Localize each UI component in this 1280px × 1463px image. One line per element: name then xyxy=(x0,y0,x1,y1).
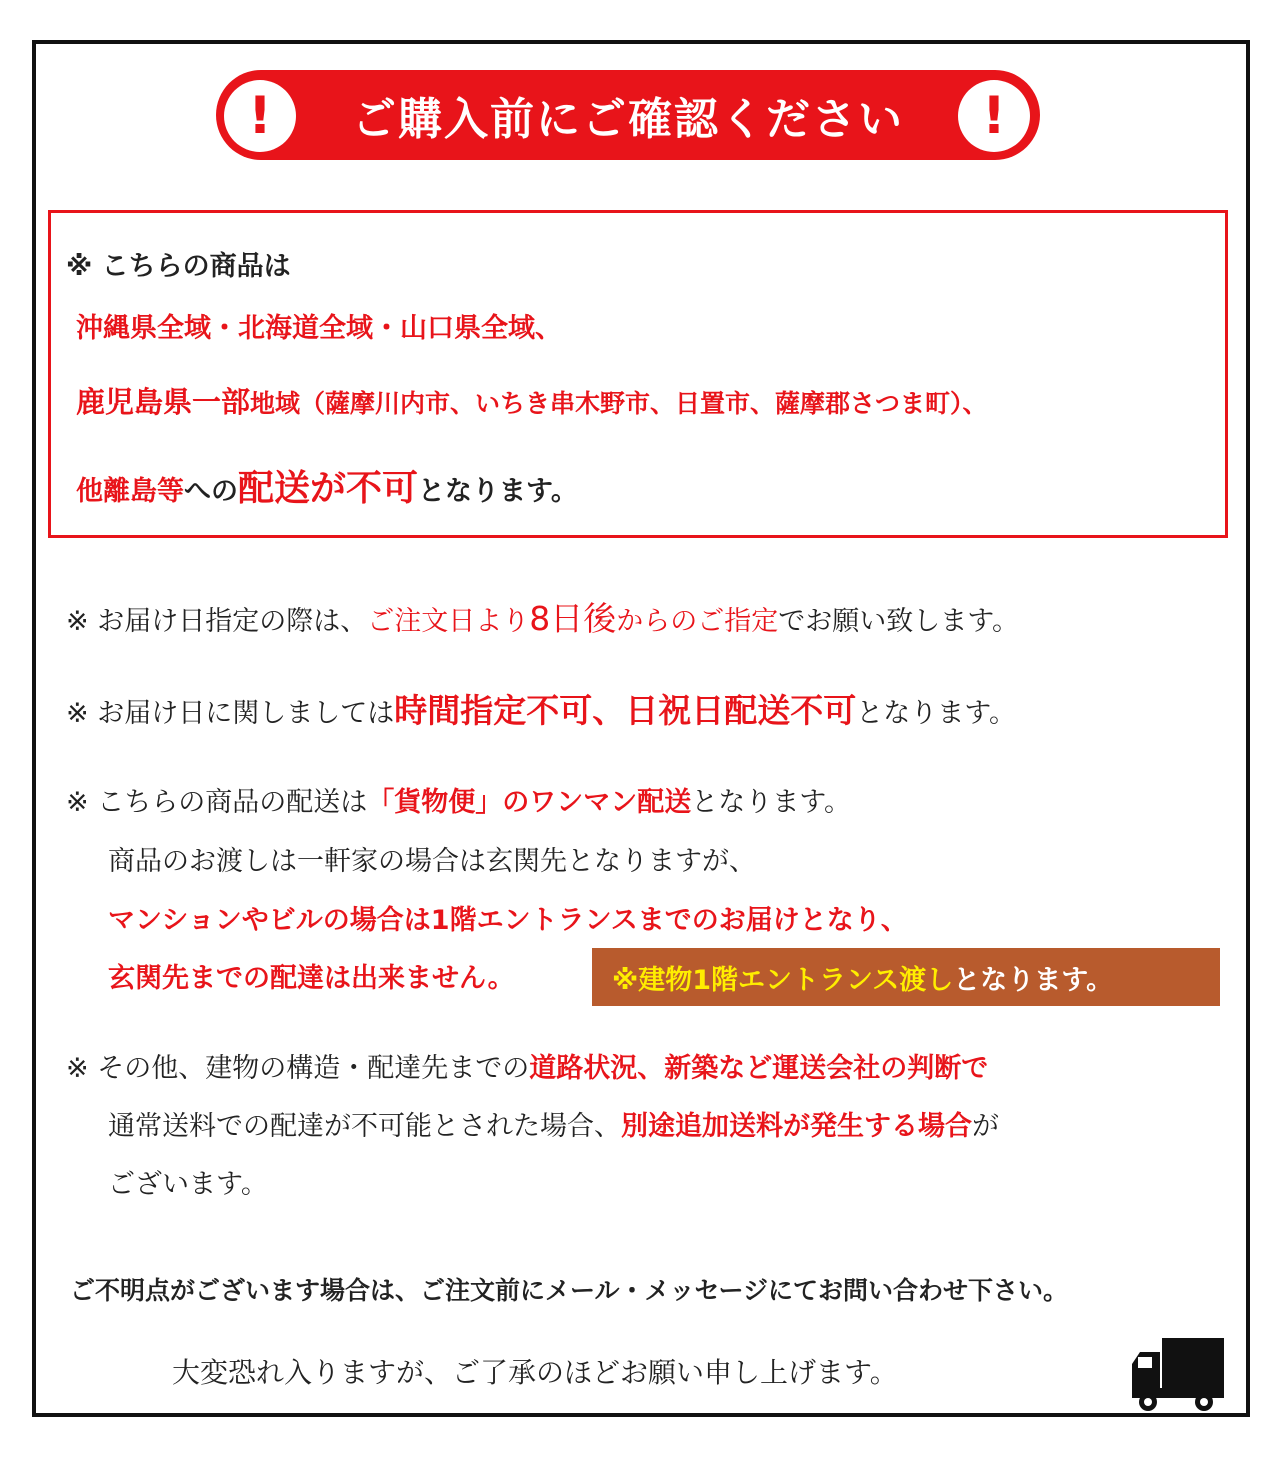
note-extra-fee xyxy=(66,1052,988,1086)
restriction-conclusion xyxy=(76,468,578,509)
restriction-ending: となります。 xyxy=(418,476,578,507)
restriction-islands: 他離島等 xyxy=(76,476,184,507)
note1-from-order: ご注文日より xyxy=(367,606,530,637)
entrance-handover-label: ※建物1階エントランス渡し xyxy=(612,964,954,996)
note2-suffix: となります。 xyxy=(856,698,1017,729)
restriction-to: への xyxy=(184,476,238,507)
note2-restrictions: 時間指定不可、日祝日配送不可 xyxy=(394,691,857,730)
note3-no-door-delivery: 玄関先までの配達は出来ません。 xyxy=(108,963,515,994)
note4-impossible: 通常送料での配達が不可能とされた場合、 xyxy=(108,1111,621,1142)
apology-notice: 大変恐れ入りますが、ご了承のほどお願い申し上げます。 xyxy=(172,1356,898,1389)
note4-ga: が xyxy=(972,1111,999,1142)
restriction-not-deliverable: 配送が不可 xyxy=(238,468,419,509)
note4-additional-fee: 別途追加送料が発生する場合 xyxy=(621,1111,972,1142)
note1-prefix: ※ お届け日指定の際は、 xyxy=(66,606,368,637)
exclamation-icon: ! xyxy=(224,80,296,152)
contact-notice: ご不明点がございます場合は、ご注文前にメール・メッセージにてお問い合わせ下さい。 xyxy=(70,1276,1069,1305)
restriction-kagoshima-label: 鹿児島県一部 xyxy=(76,385,251,419)
note4-line2 xyxy=(108,1110,999,1144)
restriction-intro: ※ こちらの商品は xyxy=(66,251,291,282)
note2-prefix: ※ お届け日に関しましては xyxy=(66,698,395,729)
exclamation-icon: ! xyxy=(958,80,1030,152)
note3-prefix: ※ こちらの商品の配送は xyxy=(66,787,368,818)
truck-icon xyxy=(1130,1334,1226,1414)
note3-suffix: となります。 xyxy=(691,787,852,818)
note-delivery-date xyxy=(66,599,1020,639)
note4-line3: ございます。 xyxy=(108,1169,268,1200)
note1-eight-days: 8日後 xyxy=(529,599,617,638)
page-title: ご購入前にご確認ください xyxy=(352,94,904,145)
note4-conditions: 道路状況、新築など運送会社の判断で xyxy=(529,1053,989,1084)
header-banner xyxy=(216,70,1040,160)
restriction-regions: 沖縄県全域・北海道全域・山口県全域、 xyxy=(76,313,562,344)
restriction-kagoshima-detail: 地域（薩摩川内市、いちき串木野市、日置市、薩摩郡さつま町）、 xyxy=(250,389,988,418)
note3-apartment-delivery: マンションやビルの場合は1階エントランスまでのお届けとなり、 xyxy=(108,905,908,936)
entrance-handover-suffix: となります。 xyxy=(953,964,1114,996)
note1-suffix: でお願い致します。 xyxy=(778,606,1020,637)
note-freight xyxy=(66,786,851,820)
note4-prefix: ※ その他、建物の構造・配達先までの xyxy=(66,1053,530,1084)
restriction-kagoshima xyxy=(76,385,988,421)
note1-specify: からのご指定 xyxy=(616,606,779,637)
note3-freight-type: 「貨物便」のワンマン配送 xyxy=(367,787,692,818)
note3-house-delivery: 商品のお渡しは一軒家の場合は玄関先となりますが、 xyxy=(108,846,756,877)
entrance-handover-badge xyxy=(592,948,1220,1006)
note-time-specification xyxy=(66,691,1017,731)
